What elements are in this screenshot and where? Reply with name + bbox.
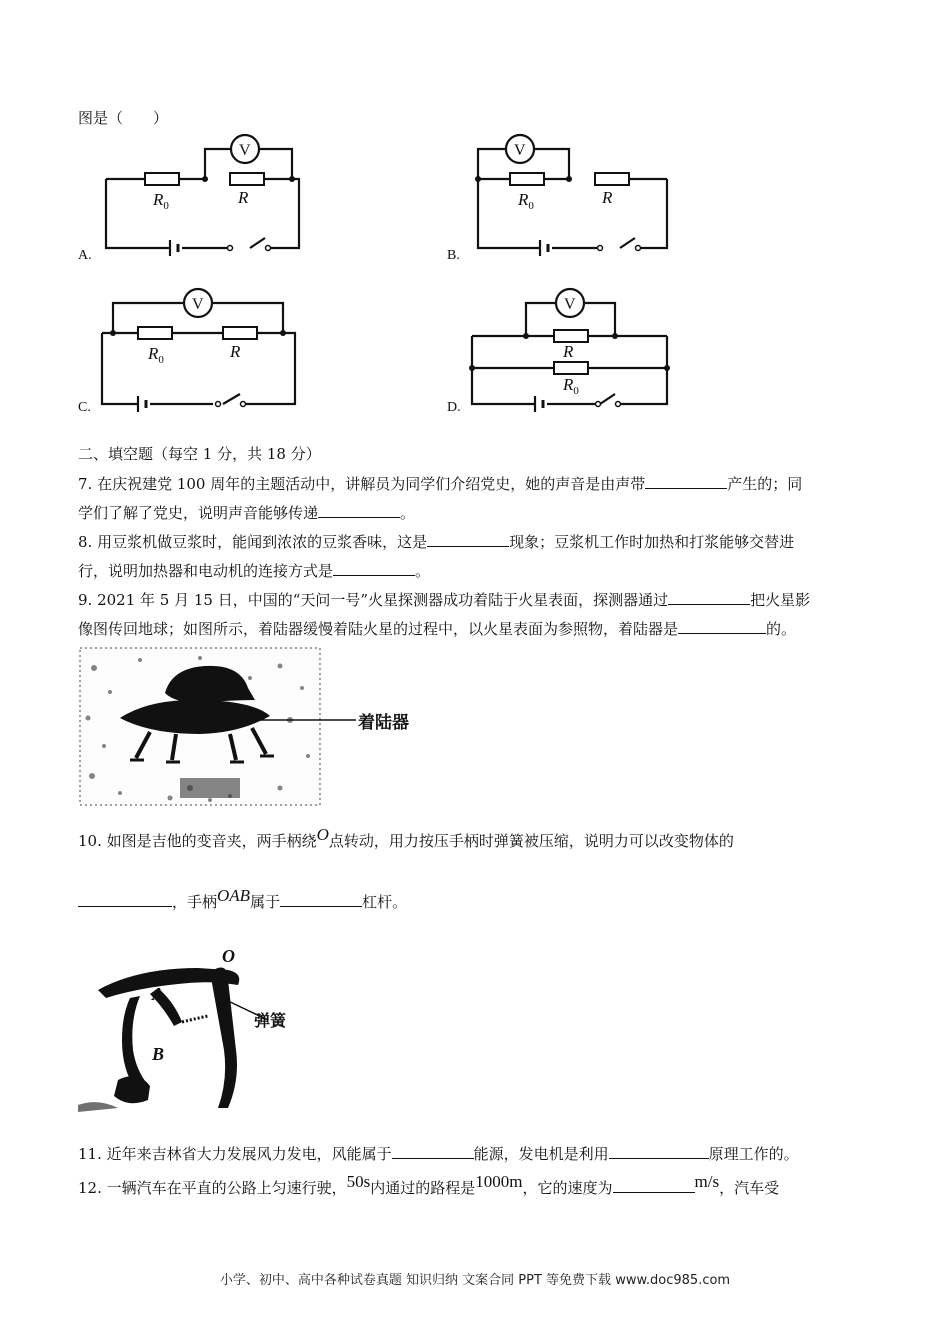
blank[interactable] [427, 531, 509, 547]
svg-text:R0: $R_0$ [518, 190, 534, 212]
blank[interactable] [333, 560, 415, 576]
guitar-capo-figure [78, 940, 338, 1112]
circuit-diagram-a [100, 132, 310, 257]
question-7-line-2: 学们了解了党史，说明声音能够传递 。 [78, 504, 416, 522]
section-title: 二、填空题（每空 1 分，共 18 分） [78, 445, 321, 463]
svg-text:V: V [564, 296, 576, 313]
svg-text:R0: $R_0$ [148, 344, 164, 366]
svg-text:R: R [602, 188, 613, 207]
question-7-line-1: 7. 在庆祝建党 100 周年的主题活动中，讲解员为同学们介绍党史，她的声音是由声带 产生的；同 [78, 475, 803, 493]
circuit-diagram-d [470, 286, 680, 411]
page-footer: 小学、初中、高中各种试卷真题 知识归纳 文案合同 PPT 等免费下载 www.doc985.com [219, 1273, 731, 1288]
option-b-label: B. [447, 248, 460, 263]
blank[interactable] [318, 502, 400, 518]
circuit-diagram-b [470, 132, 680, 257]
blank[interactable] [609, 1143, 709, 1159]
mars-lander-figure [80, 648, 430, 805]
blank[interactable] [613, 1177, 695, 1193]
question-10-line-1: 10. 如图是吉他的变音夹，两手柄绕O点转动，用力按压手柄时弹簧被压缩，说明力可以改变物体的 [78, 825, 734, 850]
svg-text:A: A [152, 984, 165, 1004]
svg-text:R: R [230, 342, 241, 361]
question-9-line-1: 9. 2021 年 5 月 15 日，中国的“天问一号”火星探测器成功着陆于火星表面，探测器通过 把火星影 [78, 591, 811, 609]
svg-text:V: V [239, 142, 251, 159]
svg-text:R: R [563, 342, 574, 361]
option-a-label: A. [78, 248, 92, 263]
question-6-tail: 图是（ ） [78, 109, 169, 127]
blank[interactable] [78, 891, 172, 907]
svg-text:着陆器: 着陆器 [358, 713, 409, 733]
option-c-label: C. [78, 400, 91, 415]
question-8-line-2: 行，说明加热器和电动机的连接方式是 。 [78, 562, 431, 580]
circuit-diagram-c [98, 286, 308, 411]
svg-text:V: V [192, 296, 204, 313]
svg-text:V: V [514, 142, 526, 159]
question-11: 11. 近年来吉林省大力发展风力发电，风能属于 能源，发电机是利用 原理工作的。 [78, 1145, 799, 1163]
svg-text:R0: $R_0$ [153, 190, 169, 212]
svg-text:R: R [238, 188, 249, 207]
svg-text:R0: $R_0$ [563, 375, 579, 397]
question-10-line-2: ，手柄OAB属于 杠杆。 [78, 891, 407, 912]
blank[interactable] [392, 1143, 474, 1159]
svg-text:B: B [152, 1044, 165, 1064]
svg-text:弹簧: 弹簧 [254, 1011, 287, 1030]
question-9-line-2: 像图传回地球；如图所示，着陆器缓慢着陆火星的过程中，以火星表面为参照物，着陆器是 的。 [78, 620, 797, 638]
blank[interactable] [280, 891, 362, 907]
question-8-line-1: 8. 用豆浆机做豆浆时，能闻到浓浓的豆浆香味，这是 现象；豆浆机工作时加热和打浆能够交替进 [78, 533, 795, 551]
question-12: 12. 一辆汽车在平直的公路上匀速行驶，50s内通过的路程是1000m，它的速度为 m/s，汽车受 [78, 1172, 780, 1197]
option-d-label: D. [447, 400, 461, 415]
blank[interactable] [645, 473, 727, 489]
svg-text:O: O [222, 946, 235, 966]
blank[interactable] [668, 589, 750, 605]
blank[interactable] [678, 618, 766, 634]
